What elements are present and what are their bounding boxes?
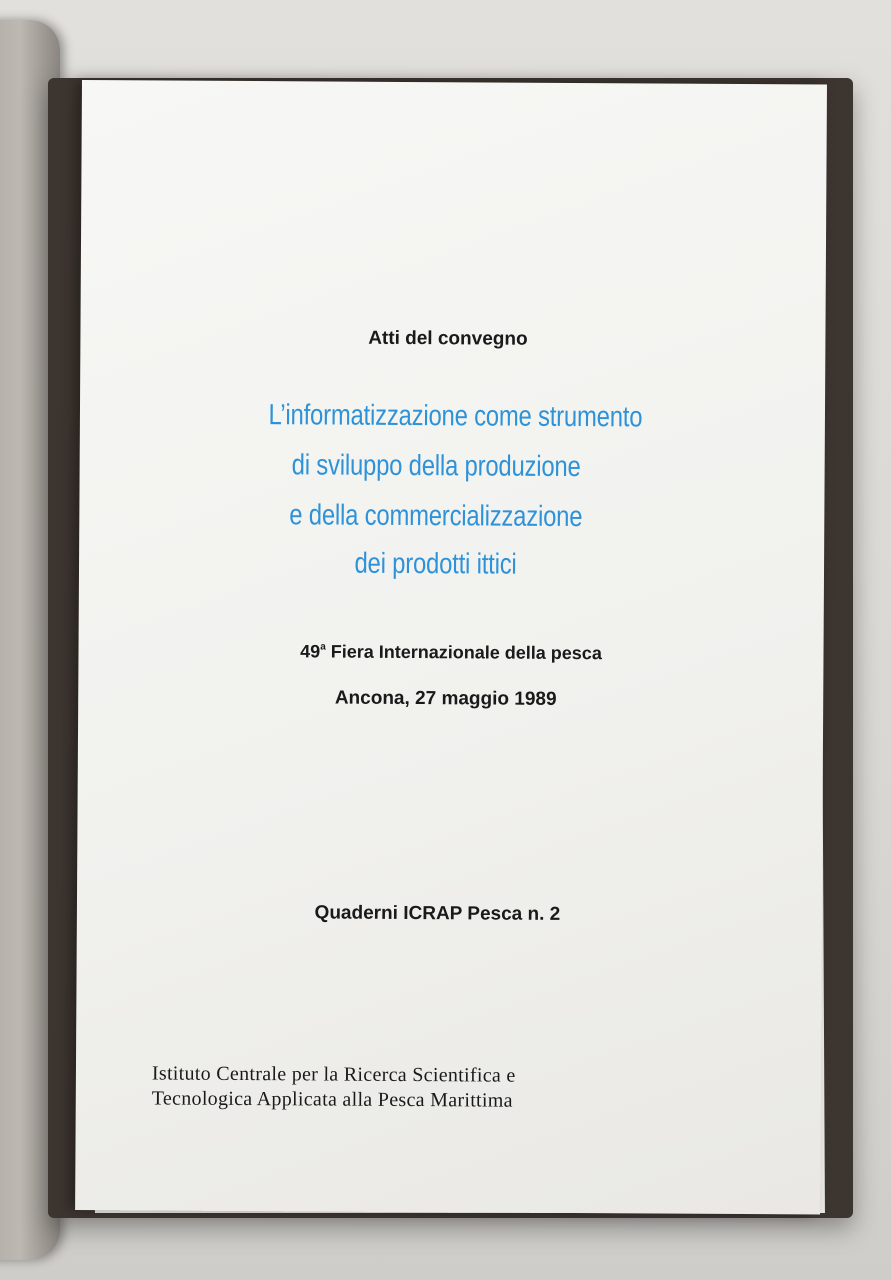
event-name (78, 640, 823, 666)
title-line-1: L’informatizzazione come strumento (268, 399, 643, 434)
institute-line-2: Tecnologica Applicata alla Pesca Marittima (151, 1087, 513, 1112)
event-number: 49 (300, 641, 321, 662)
event-ordinal: a (320, 641, 326, 653)
place-and-date: Ancona, 27 maggio 1989 (334, 687, 557, 710)
institute-line-1: Istituto Centrale per la Ricerca Scientifica e (151, 1062, 516, 1087)
title-line-3: e della commercializzazione (289, 499, 583, 534)
series-name: Quaderni ICRAP Pesca n. 2 (314, 902, 561, 925)
title-page (75, 80, 827, 1215)
proceedings-heading: Atti del convegno (368, 327, 528, 350)
title-line-4: dei prodotti ittici (354, 547, 517, 581)
title-line-2: di sviluppo della produzione (291, 449, 581, 484)
event-title: Fiera Internazionale della pesca (330, 641, 602, 664)
title-page-content (75, 80, 827, 1215)
